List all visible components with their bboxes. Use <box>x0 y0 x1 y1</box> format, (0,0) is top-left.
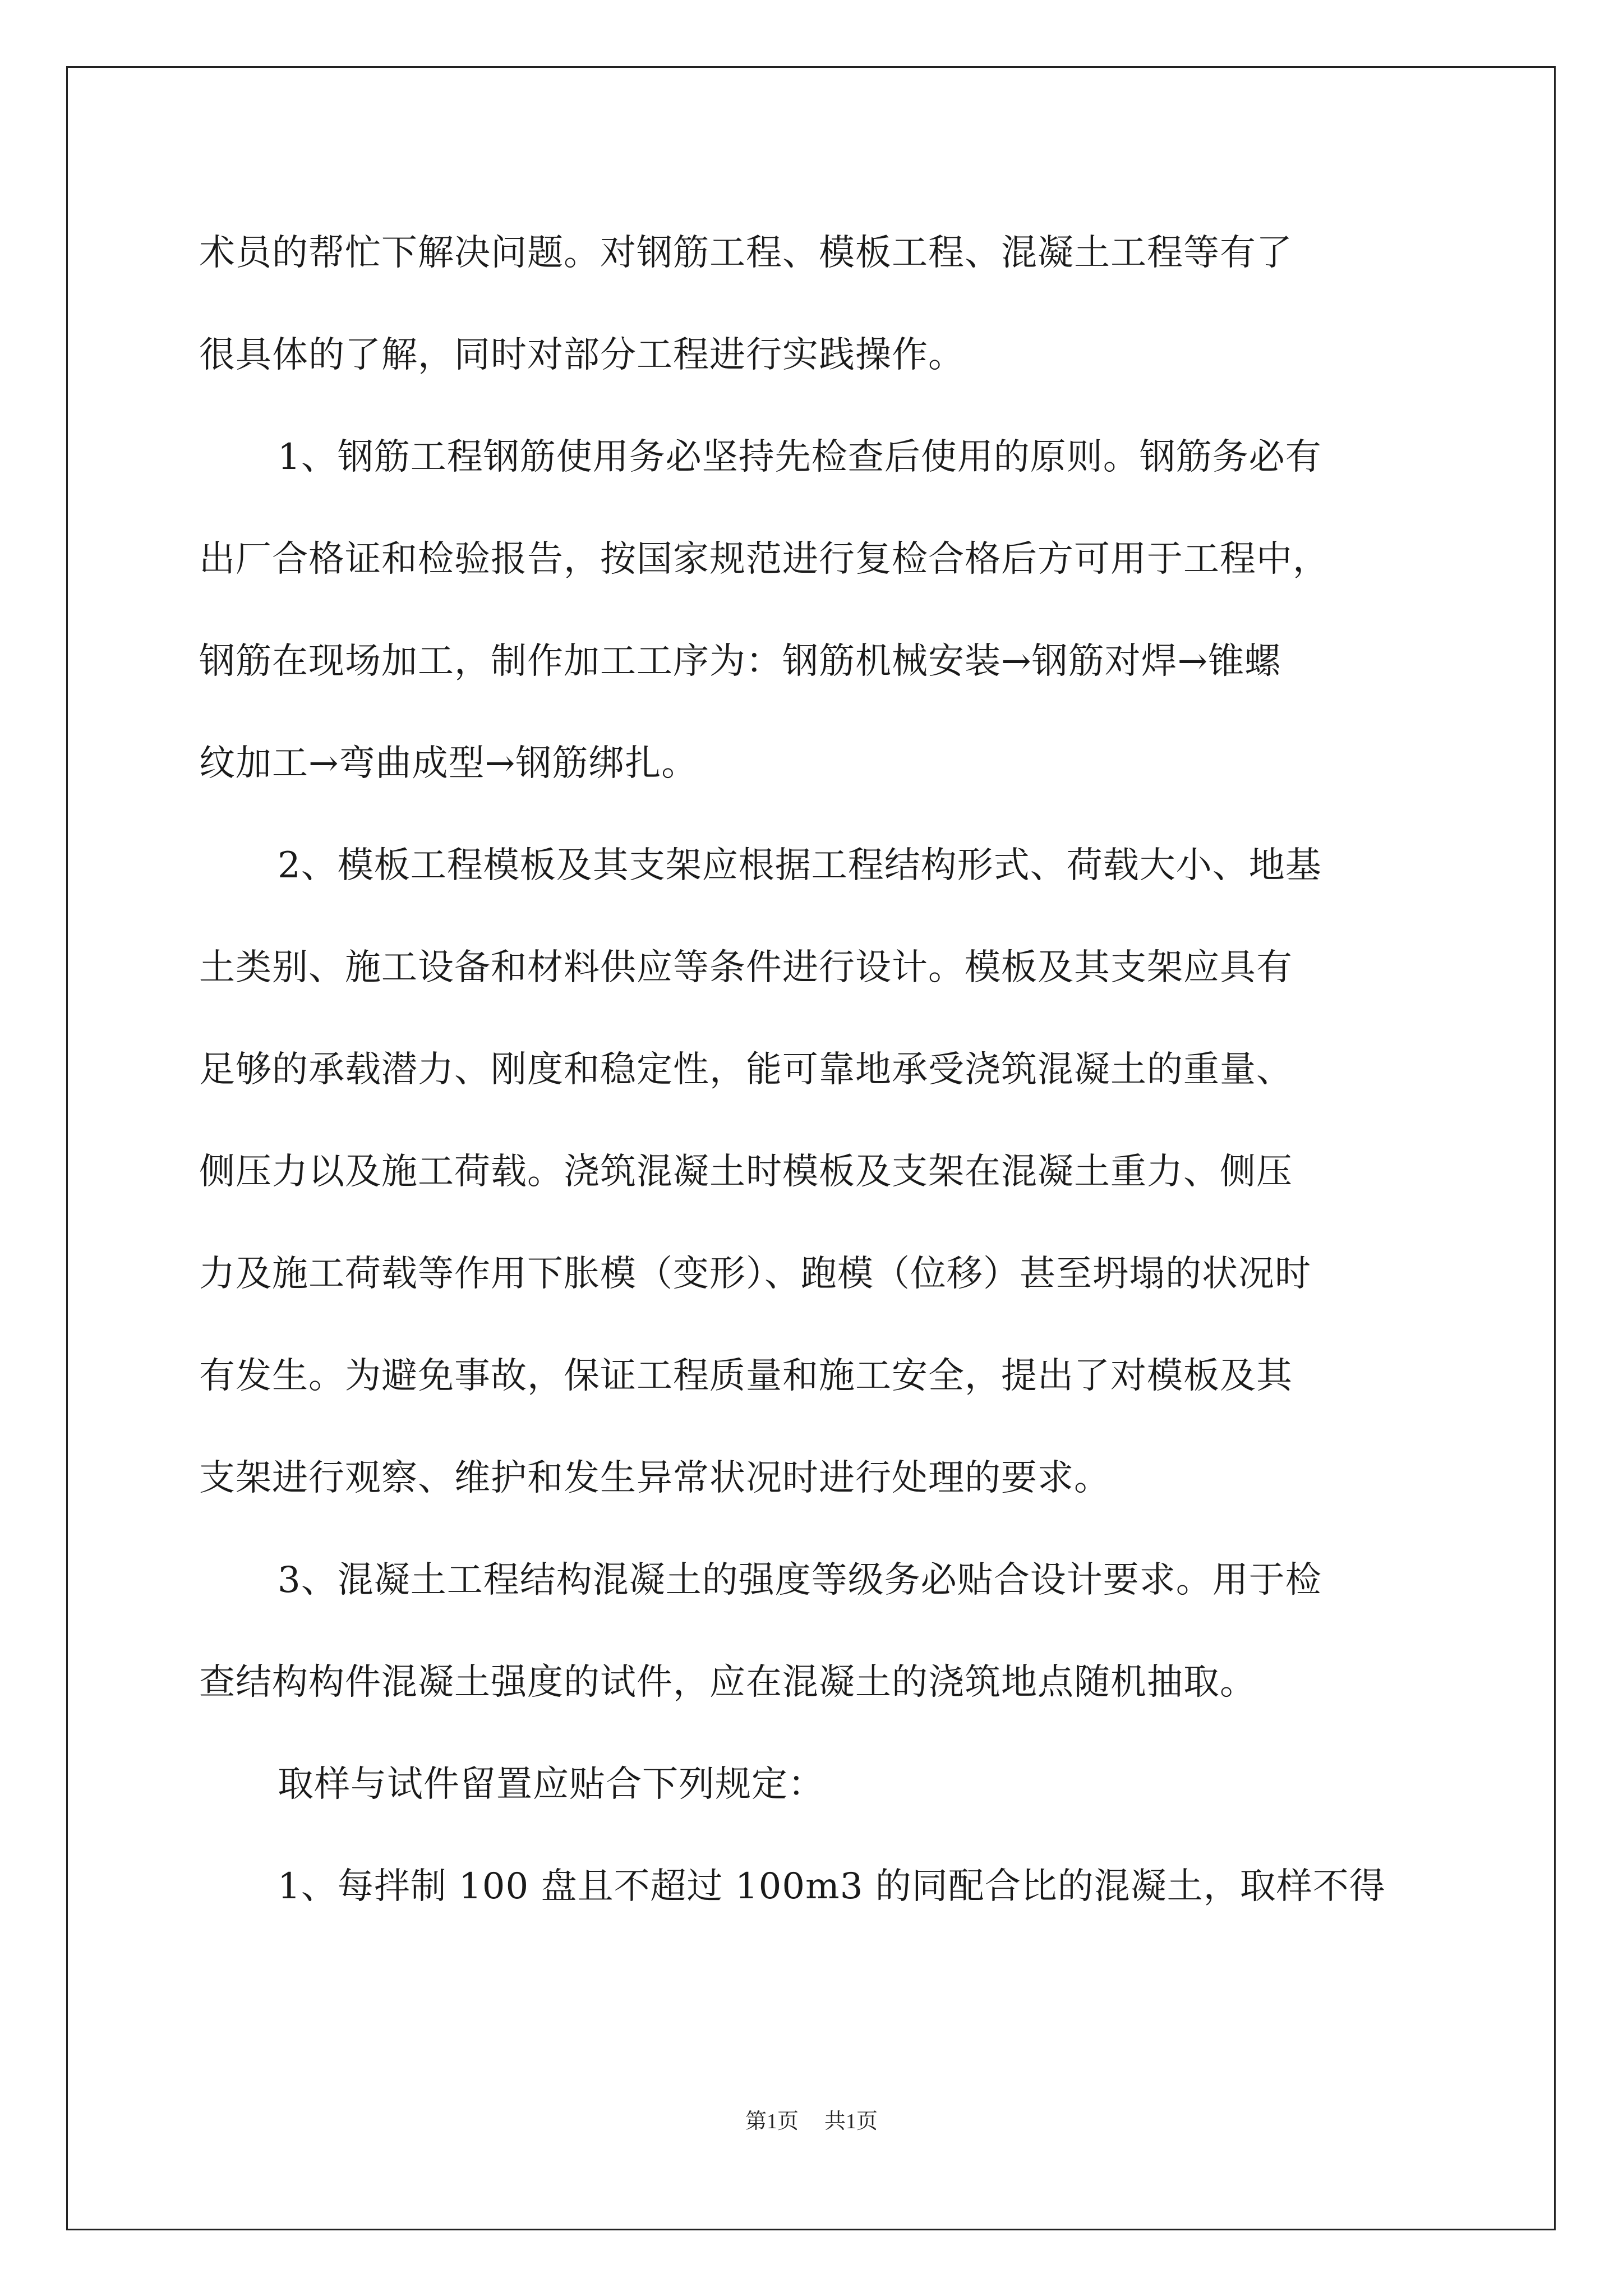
text-line: 出厂合格证和检验报告，按国家规范进行复检合格后方可用于工程中， <box>199 539 1329 580</box>
text-line: 查结构构件混凝土强度的试件，应在混凝土的浇筑地点随机抽取。 <box>199 1662 1256 1703</box>
document-body <box>199 202 1427 1938</box>
text-line: 术员的帮忙下解决问题。对钢筋工程、模板工程、混凝土工程等有了 <box>199 232 1293 274</box>
text-line: 1、钢筋工程钢筋使用务必坚持先检查后使用的原则。钢筋务必有 <box>278 436 1322 478</box>
text-line: 足够的承载潜力、刚度和稳定性，能可靠地承受浇筑混凝土的重量、 <box>199 1049 1293 1091</box>
text-line: 侧压力以及施工荷载。浇筑混凝土时模板及支架在混凝土重力、侧压 <box>199 1151 1293 1193</box>
text-line: 3、混凝土工程结构混凝土的强度等级务必贴合设计要求。用于检 <box>278 1559 1322 1601</box>
page-number: 第1页 <box>745 2110 799 2133</box>
text-line: 土类别、施工设备和材料供应等条件进行设计。模板及其支架应具有 <box>199 947 1293 988</box>
text-line: 力及施工荷载等作用下胀模（变形）、跑模（位移）甚至坍塌的状况时 <box>199 1253 1311 1295</box>
page-footer <box>0 2104 1623 2134</box>
text-line: 有发生。为避免事故，保证工程质量和施工安全，提出了对模板及其 <box>199 1355 1293 1397</box>
text-line: 2、模板工程模板及其支架应根据工程结构形式、荷载大小、地基 <box>278 845 1322 886</box>
text-line: 1、每拌制 100 盘且不超过 100m3 的同配合比的混凝土，取样不得 <box>278 1866 1386 1907</box>
text-line: 取样与试件留置应贴合下列规定： <box>278 1764 824 1805</box>
text-line: 钢筋在现场加工，制作加工工序为：钢筋机械安装→钢筋对焊→锥螺 <box>199 641 1281 682</box>
text-line: 支架进行观察、维护和发生异常状况时进行处理的要求。 <box>199 1457 1110 1499</box>
text-line: 很具体的了解，同时对部分工程进行实践操作。 <box>199 334 965 376</box>
page-total: 共1页 <box>824 2110 878 2133</box>
text-line: 纹加工→弯曲成型→钢筋绑扎。 <box>199 743 698 784</box>
